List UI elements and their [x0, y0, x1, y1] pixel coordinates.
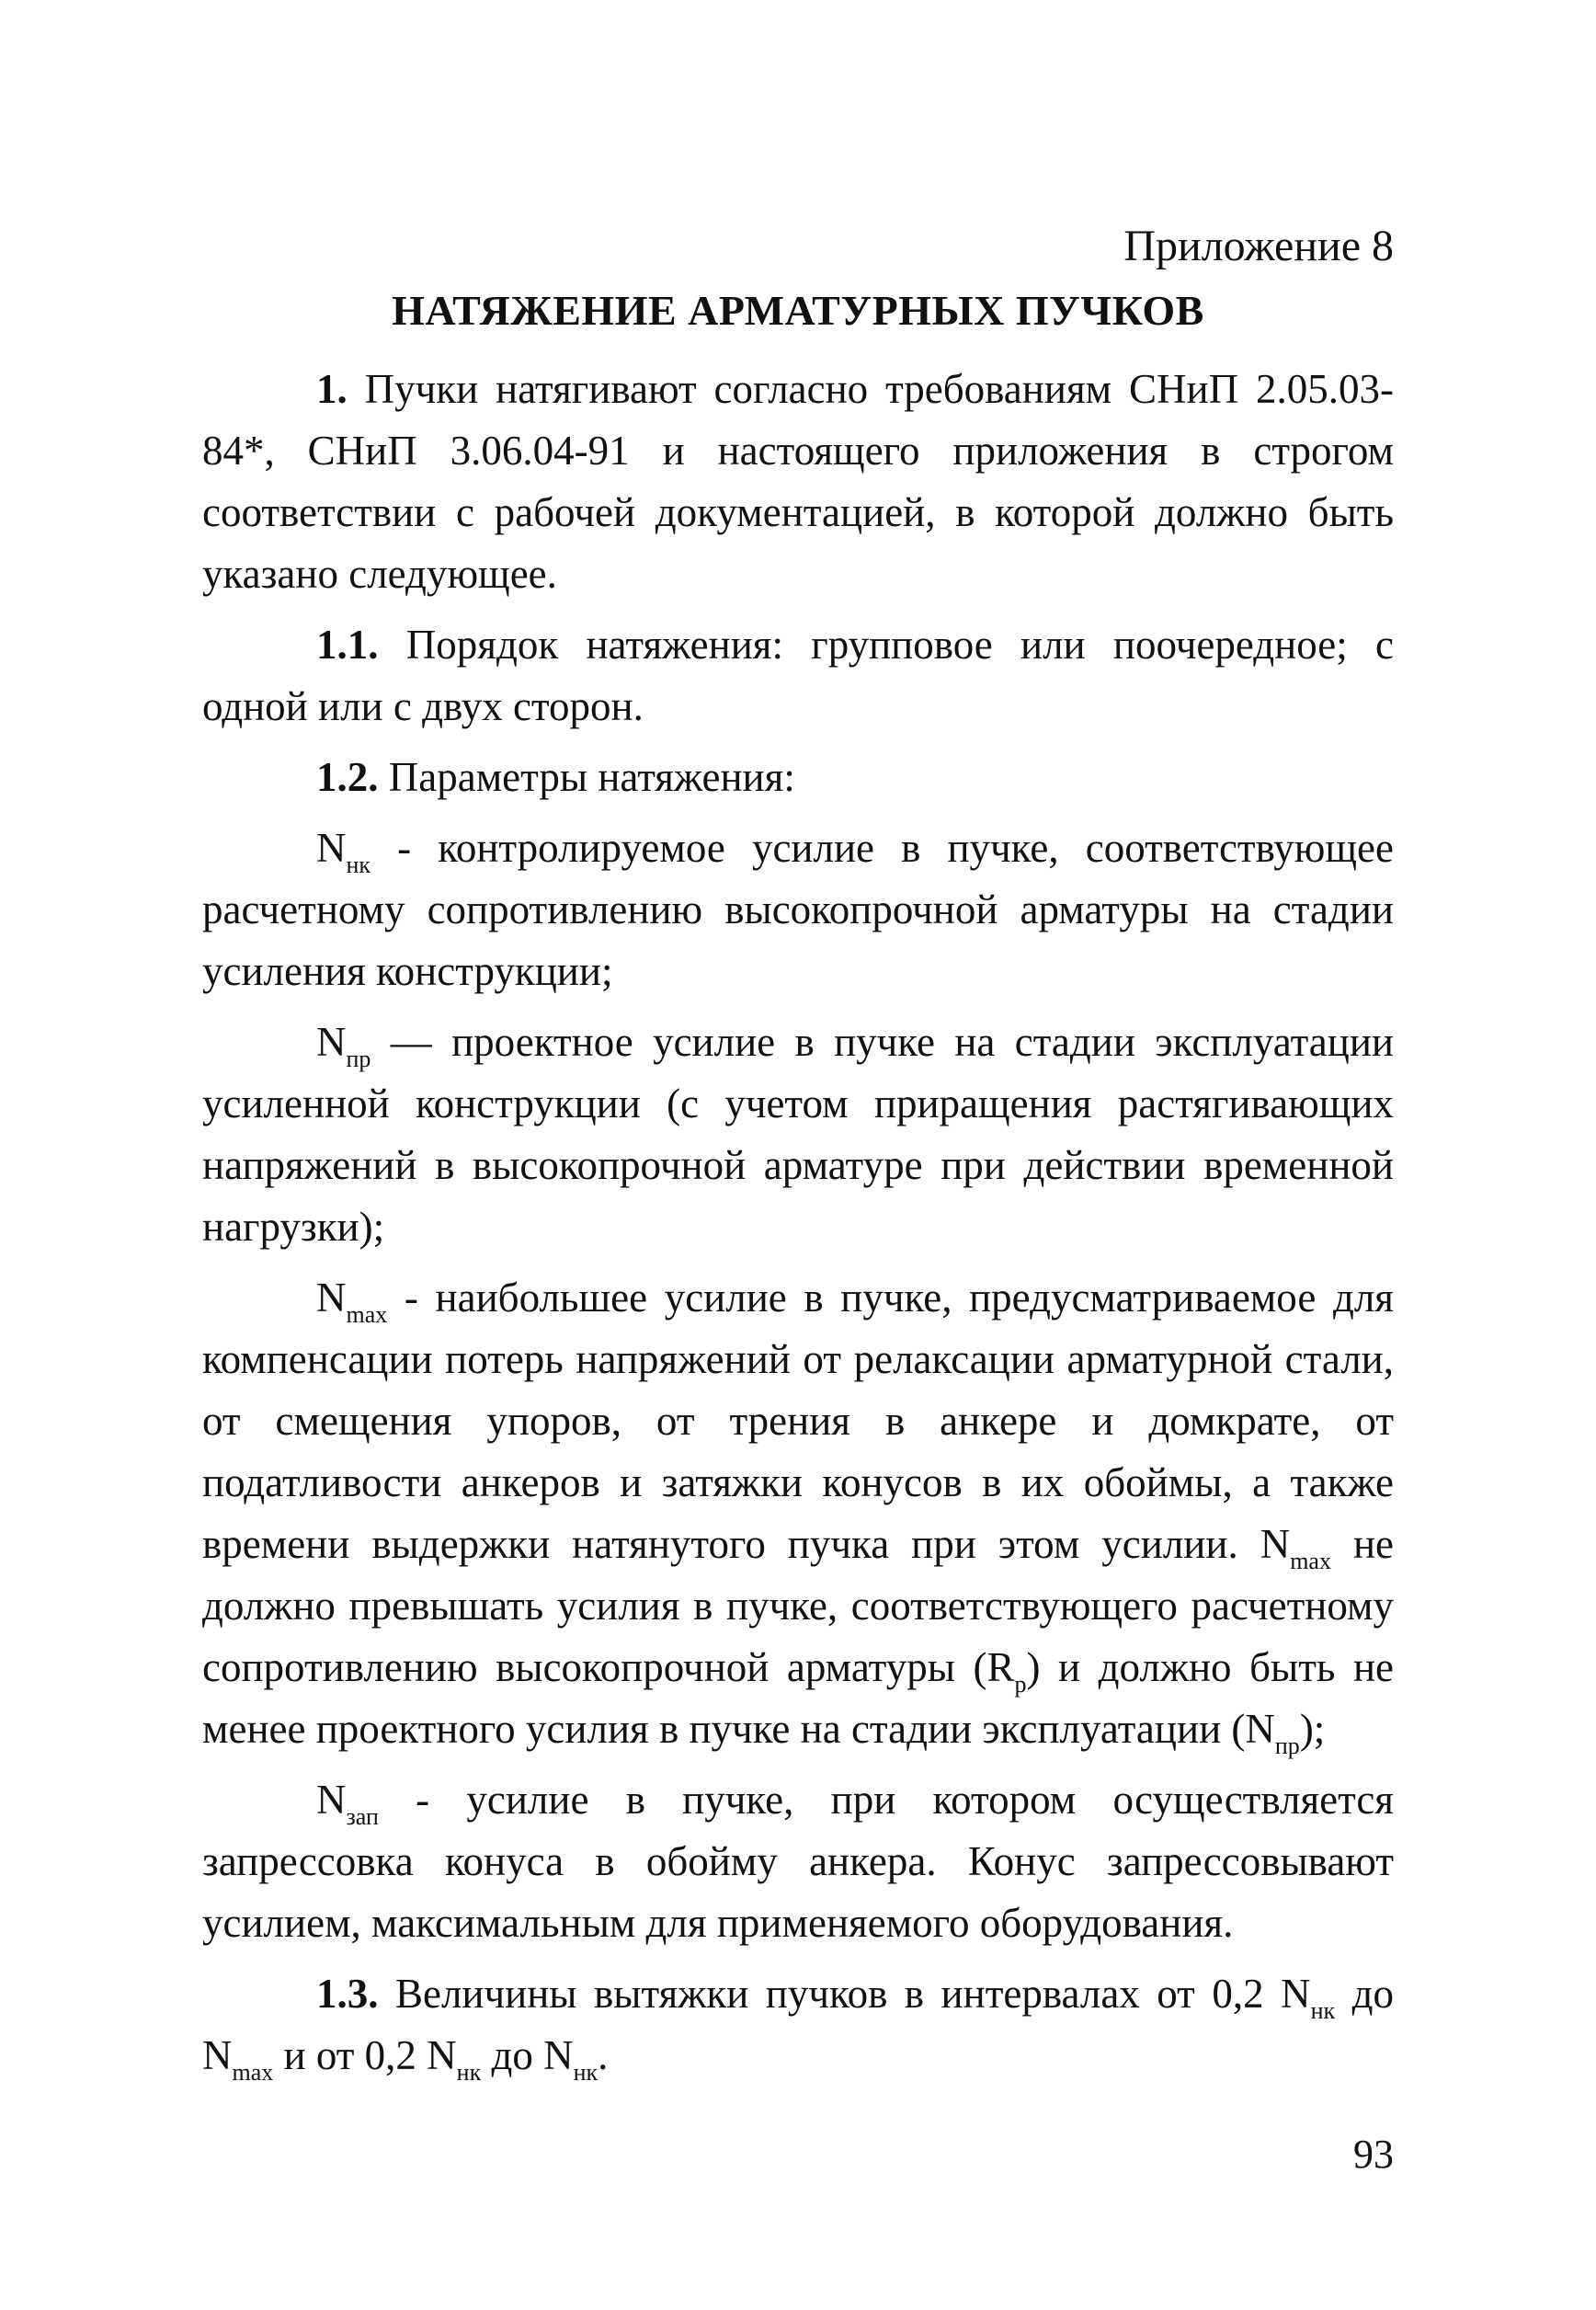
- symbol-subscript: max: [232, 2059, 274, 2086]
- symbol-letter: N: [316, 1019, 347, 1065]
- definition-text: - наибольшее усилие в пучке, предусматриваемое для компенсации потерь напряжений от релаксации арматурной стали, от смещения упоров, от трения в анкере и домкрате, от податливости анкеров и затяжки конусов в их обоймы, а также времени выдержки натянутого пучка при этом усилии.: [202, 1275, 1394, 1567]
- paragraph-1-3: [202, 1963, 1394, 2087]
- definition-n-pr: [202, 1012, 1394, 1258]
- paragraph-number: 1.1.: [316, 622, 379, 668]
- symbol-subscript: нк: [346, 852, 371, 878]
- definition-n-zap: [202, 1769, 1394, 1954]
- paragraph-text: .: [598, 2032, 609, 2078]
- paragraph-text: Порядок натяжения: групповое или поочередное; с одной или с двух сторон.: [202, 622, 1394, 729]
- definition-text: - контролируемое усилие в пучке, соответствующее расчетному сопротивлению высокопрочной арматуры на стадии усиления конструкции;: [202, 825, 1395, 994]
- symbol-letter: N: [316, 1275, 347, 1321]
- paragraph-text: Величины вытяжки пучков в интервалах от 0,2 N: [394, 1971, 1311, 2017]
- symbol-subscript: пр: [1274, 1732, 1300, 1759]
- paragraph-1-1: [202, 614, 1394, 738]
- symbol-subscript: пр: [346, 1046, 371, 1072]
- paragraph-text: Пучки натягивают согласно требованиям СНиП 2.05.03-84*, СНиП 3.06.04-91 и настоящего приложения в строгом соответствии с рабочей документацией, в которой должно быть указано следующее.: [202, 366, 1394, 597]
- paragraph-text: до N: [481, 2032, 574, 2078]
- definition-text: );: [1299, 1706, 1326, 1752]
- page-number: 93: [1353, 2132, 1394, 2177]
- symbol-n-max-inline: [1260, 1521, 1331, 1574]
- paragraph-text: Параметры натяжения:: [388, 754, 795, 800]
- definition-text: - усилие в пучке, при котором осуществляется запрессовка конуса в обойму анкера. Конус запрессовывают усилием, максимальным для применяемого оборудования.: [202, 1777, 1394, 1946]
- symbol-subscript: нк: [456, 2059, 482, 2086]
- page-title: НАТЯЖЕНИЕ АРМАТУРНЫХ ПУЧКОВ: [392, 287, 1204, 334]
- paragraph-1: [202, 359, 1394, 605]
- symbol-subscript: нк: [573, 2059, 598, 2086]
- symbol-subscript: max: [346, 1301, 388, 1328]
- appendix-label: Приложение 8: [1123, 222, 1394, 270]
- definition-n-max: [202, 1267, 1394, 1760]
- symbol-letter: N: [316, 1777, 347, 1823]
- paragraph-number: 1.: [316, 366, 348, 412]
- symbol-letter: N: [1260, 1521, 1291, 1567]
- paragraph-1-2: [202, 747, 1394, 808]
- symbol-n-max: [316, 1275, 388, 1328]
- paragraph-text: и от 0,2 N: [273, 2032, 457, 2078]
- symbol-subscript: max: [1290, 1548, 1331, 1574]
- definition-n-nk: [202, 818, 1394, 1002]
- symbol-subscript: нк: [1310, 1997, 1336, 2024]
- paragraph-number: 1.2.: [316, 754, 379, 800]
- paragraph-number: 1.3.: [316, 1971, 379, 2017]
- document-page: [202, 221, 1394, 2096]
- definition-text: — проектное усилие в пучке на стадии эксплуатации усиленной конструкции (с учетом приращения растягивающих напряжений в высокопрочной арматуре при действии временной нагрузки);: [202, 1019, 1394, 1250]
- paragraph-text: до N: [202, 1971, 1394, 2078]
- symbol-n-zap: [316, 1777, 379, 1830]
- symbol-letter: N: [316, 825, 347, 871]
- symbol-n-nk: [316, 825, 371, 878]
- definition-text: не должно превышать усилия в пучке, соответствующего расчетному сопротивлению высокопрочной арматуры (R: [202, 1521, 1395, 1690]
- definition-text: ) и должно быть не менее проектного усилия в пучке на стадии эксплуатации (N: [202, 1644, 1394, 1752]
- symbol-n-pr: [316, 1019, 371, 1072]
- symbol-subscript: p: [1014, 1671, 1027, 1698]
- symbol-subscript: зап: [346, 1803, 379, 1830]
